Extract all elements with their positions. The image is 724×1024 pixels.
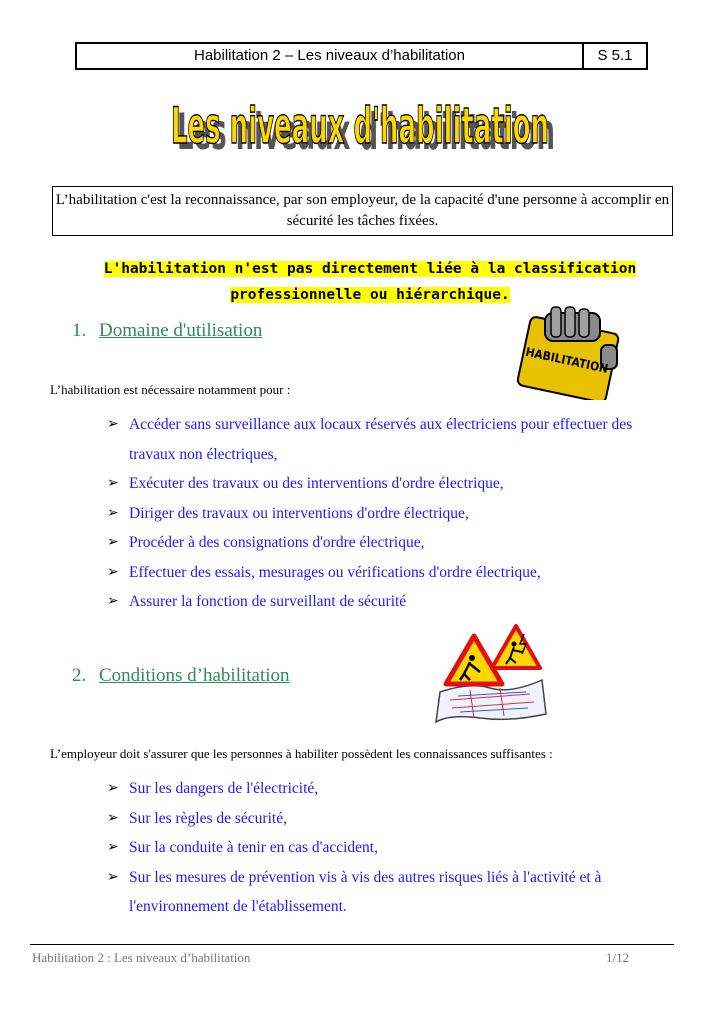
footer-title: Habilitation 2 : Les niveaux d’habilitation	[32, 950, 251, 965]
list-item: ➢ Sur la conduite à tenir en cas d'accident,	[107, 833, 667, 863]
arrow-bullet-icon: ➢	[107, 535, 119, 550]
big-title-text: Les niveaux d'habilitation	[171, 97, 549, 155]
arrow-bullet-icon: ➢	[107, 810, 119, 826]
section-1-intro: L’habilitation est nécessaire notamment pour :	[50, 382, 291, 397]
list-item: ➢ Sur les mesures de prévention vis à vis des autres risques liés à l'activité et à l'environnement de l'établissement.	[107, 863, 667, 922]
badge-text: HABILITATION	[524, 344, 619, 378]
header-title: Habilitation 2 – Les niveaux d’habilitation	[77, 44, 584, 68]
list-item: ➢ Accéder sans surveillance aux locaux réservés aux électriciens pour effectuer des travaux non électriques,	[107, 410, 667, 469]
warning-signs-plan-icon	[430, 622, 550, 727]
list-item: ➢ Exécuter des travaux ou des interventions d'ordre électrique,	[107, 469, 667, 499]
arrow-bullet-icon: ➢	[107, 594, 119, 609]
list-item: ➢ Procéder à des consignations d'ordre électrique,	[107, 528, 667, 558]
arrow-bullet-icon: ➢	[107, 417, 119, 432]
header-code: S 5.1	[597, 47, 633, 64]
big-title-shadow: Les niveaux d'habilitation	[177, 103, 555, 161]
section-1-bullet-list	[107, 410, 667, 617]
list-item: ➢ Assurer la fonction de surveillant de sécurité	[107, 587, 667, 617]
arrow-bullet-icon: ➢	[107, 505, 119, 521]
header-box	[75, 42, 648, 70]
section-1-number: 1.	[72, 320, 87, 341]
big-title-graphic	[150, 80, 570, 170]
list-item: ➢ Effectuer des essais, mesurages ou vérifications d'ordre électrique,	[107, 558, 667, 588]
arrow-bullet-icon: ➢	[107, 476, 119, 491]
habilitation-badge-icon	[515, 305, 625, 400]
list-item: ➢ Sur les règles de sécurité,	[107, 804, 667, 834]
highlight-statement	[100, 256, 640, 308]
section-2-heading	[72, 665, 290, 687]
list-item: ➢ Sur les dangers de l'électricité,	[107, 774, 667, 804]
list-item: ➢ Diriger des travaux ou interventions d'ordre électrique,	[107, 499, 667, 529]
highlight-line-1: L'habilitation n'est pas directement liée à la classification	[103, 261, 637, 277]
section-2-bullet-list	[107, 774, 667, 922]
page-number: 1/12	[606, 950, 630, 965]
section-2-number: 2.	[72, 665, 87, 686]
section-1-title: Domaine d'utilisation	[99, 320, 263, 341]
arrow-bullet-icon: ➢	[107, 869, 119, 885]
section-2-intro: L’employeur doit s'assurer que les personnes à habiliter possèdent les connaissances suffisantes :	[50, 746, 553, 761]
arrow-bullet-icon: ➢	[107, 781, 119, 796]
section-1-heading	[72, 320, 262, 342]
highlight-line-2: professionnelle ou hiérarchique.	[230, 287, 510, 303]
arrow-bullet-icon: ➢	[107, 564, 119, 580]
footer-divider	[30, 944, 674, 945]
arrow-bullet-icon: ➢	[107, 840, 119, 855]
definition-box: L’habilitation c'est la reconnaissance, par son employeur, de la capacité d'une personne à accomplir en sécurité les tâches fixées.	[52, 186, 673, 236]
section-2-title: Conditions d’habilitation	[99, 665, 290, 686]
